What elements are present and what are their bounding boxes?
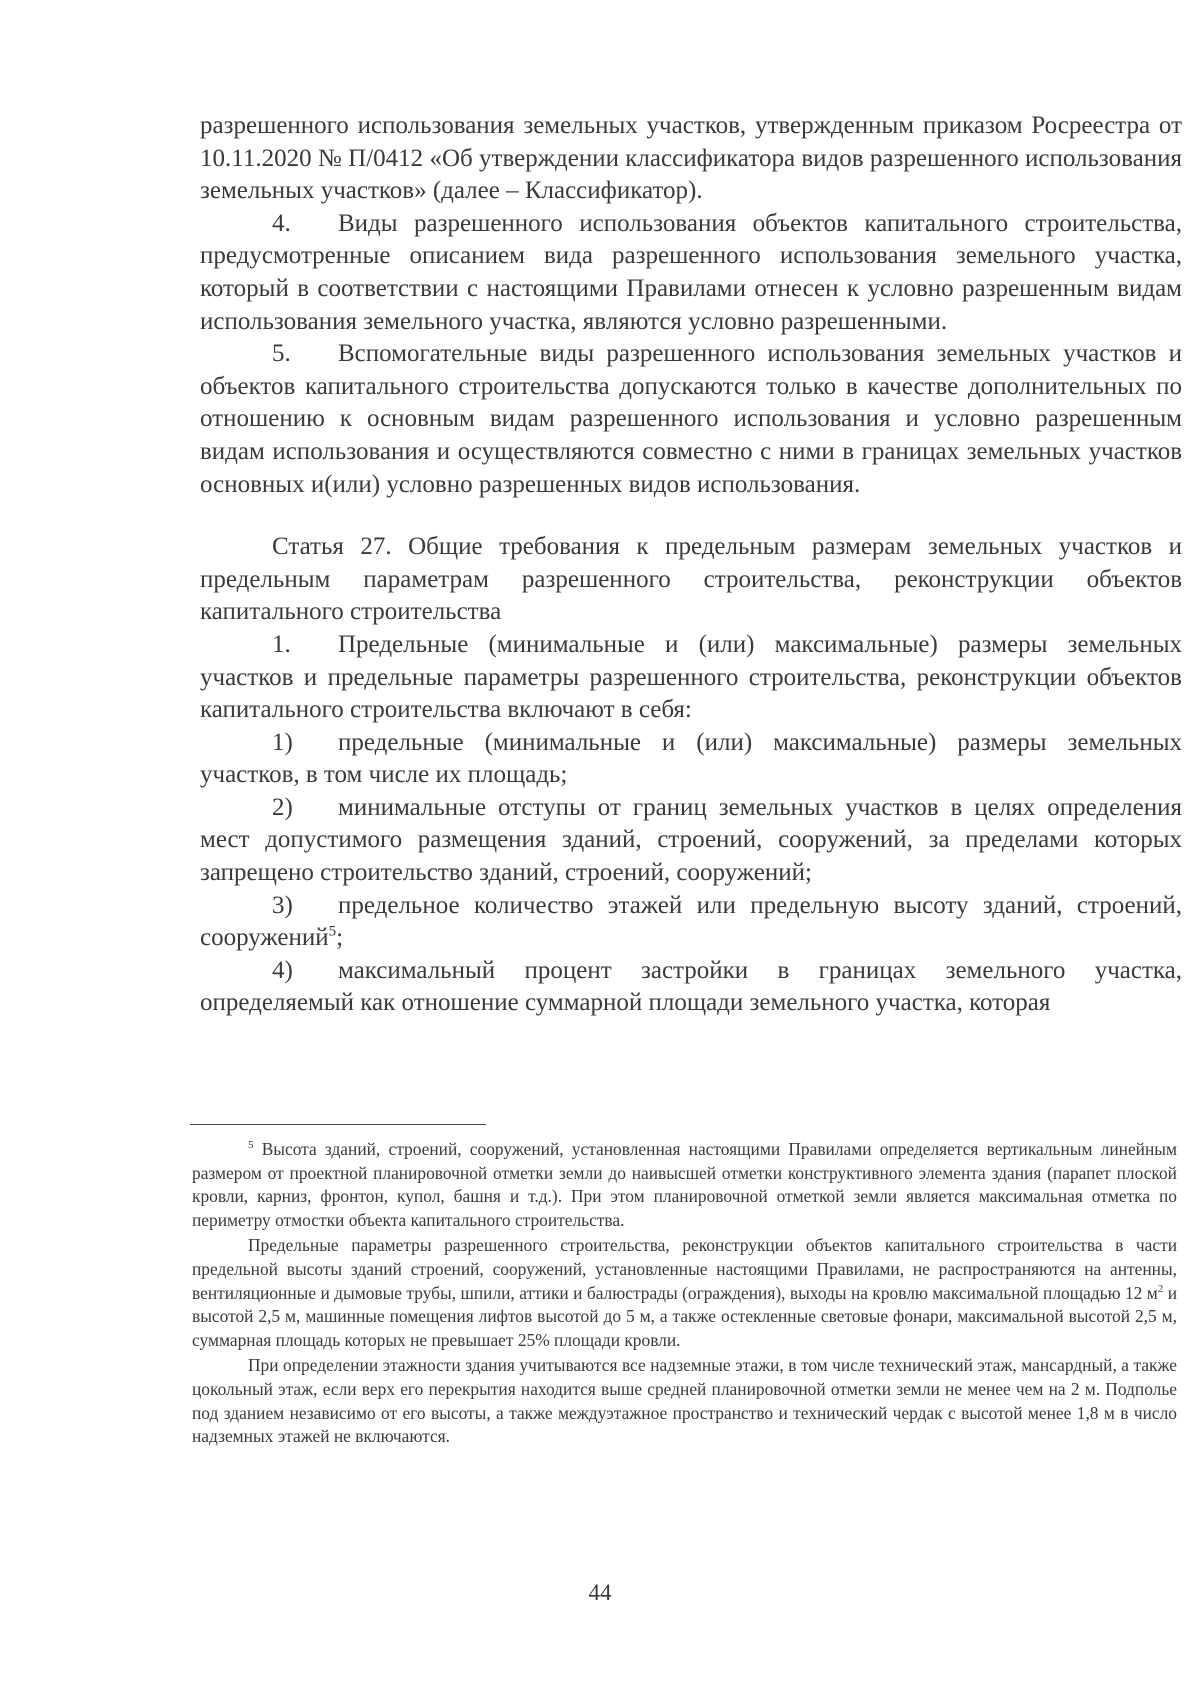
footnote-mark: 5	[248, 1139, 254, 1152]
list-item-text: минимальные отступы от границ земельных участков в целях определения мест допустимого размещения зданий, строений, сооружений, за пределами которых запрещено строительство зданий, строений, сооружений;	[200, 793, 1182, 887]
list-item-3	[200, 890, 1182, 955]
main-text	[200, 110, 1182, 1020]
list-item-4	[200, 955, 1182, 1020]
list-item-number: 4)	[272, 956, 293, 984]
list-item-number: 2)	[272, 793, 293, 821]
list-item-text: предельное количество этажей или предельную высоту зданий, строений, сооружений	[200, 891, 1182, 952]
footnote-separator	[190, 1124, 486, 1125]
list-item-1	[200, 727, 1182, 792]
paragraph-number: 1.	[272, 630, 291, 658]
superscript: 2	[1157, 1282, 1164, 1295]
paragraph-text: Вспомогательные виды разрешенного использования земельных участков и объектов капитального строительства допускаются только в качестве дополнительных по отношению к основным видам разрешенного использования и условно разрешенным видам использования и осуществляются совместно с ними в границах земельных участков основных и(или) условно разрешенных видов использования.	[200, 340, 1182, 498]
paragraph-intro: разрешенного использования земельных участков, утвержденным приказом Росреестра от 10.11.2020 № П/0412 «Об утверждении классификатора видов разрешенного использования земельных участков» (далее – Классификатор).	[200, 112, 1182, 205]
footnote-text: Высота зданий, строений, сооружений, установленная настоящими Правилами определяется вертикальным линейным размером от проектной планировочной отметки земли до наивысшей отметки конструктивного элемента здания (парапет плоской кровли, карниз, фронтон, купол, башня и т.д.). При этом планировочной отметкой земли является максимальная отметка по периметру отмостки объекта капитального строительства.	[192, 1139, 1177, 1230]
footnote-3: При определении этажности здания учитываются все надземные этажи, в том числе технический этаж, мансардный, а также цокольный этаж, если верх его перекрытия находится выше средней планировочной отметки земли не менее чем на 2 м. Подполье под зданием независимо от его высоты, а также междуэтажное пространство и технический чердак с высотой менее 1,8 м в число надземных этажей не включаются.	[192, 1355, 1177, 1447]
footnote-text-cont: и высотой 2,5 м, машинные помещения лифтов высотой до 5 м, а также остекленные световые фонари, максимальной высотой 2,5 м, суммарная площадь которых не превышает 25% площади кровли.	[192, 1282, 1177, 1350]
article-paragraph-1	[200, 629, 1182, 727]
footnote-text: Предельные параметры разрешенного строительства, реконструкции объектов капитального строительства в части предельной высоты зданий строений, сооружений, установленные настоящими Правилами, не распространяются на антенны, вентиляционные и дымовые трубы, шпили, аттики и балюстрады (ограждения), выходы на кровлю максимальной площадью 12 м	[192, 1235, 1177, 1303]
page-number: 44	[588, 1580, 612, 1605]
list-item-number: 1)	[272, 728, 293, 756]
footnotes	[192, 1138, 1177, 1449]
list-item-text: максимальный процент застройки в границах земельного участка, определяемый как отношение суммарной площади земельного участка, которая	[200, 956, 1182, 1017]
list-item-text: предельные (минимальные и (или) максимальные) размеры земельных участков, в том числе их площадь;	[200, 728, 1182, 789]
paragraph-4	[200, 208, 1182, 338]
paragraph-5	[200, 338, 1182, 501]
footnote-2	[192, 1234, 1177, 1352]
list-item-end: ;	[336, 924, 344, 952]
paragraph-number: 5.	[272, 340, 291, 368]
footnote-reference: 5	[328, 923, 337, 940]
list-item-2	[200, 792, 1182, 890]
list-item-number: 3)	[272, 891, 293, 919]
footnote-1	[192, 1138, 1177, 1232]
article-heading: Статья 27. Общие требования к предельным размерам земельных участков и предельным параметрам разрешенного строительства, реконструкции объектов капитального строительства	[200, 533, 1182, 626]
paragraph-text: Виды разрешенного использования объектов капитального строительства, предусмотренные описанием вида разрешенного использования земельного участка, который в соответствии с настоящими Правилами отнесен к условно разрешенным видам использования земельного участка, являются условно разрешенными.	[200, 209, 1182, 335]
paragraph-text: Предельные (минимальные и (или) максимальные) размеры земельных участков и предельные параметры разрешенного строительства, реконструкции объектов капитального строительства включают в себя:	[200, 630, 1182, 724]
paragraph-number: 4.	[272, 209, 291, 237]
